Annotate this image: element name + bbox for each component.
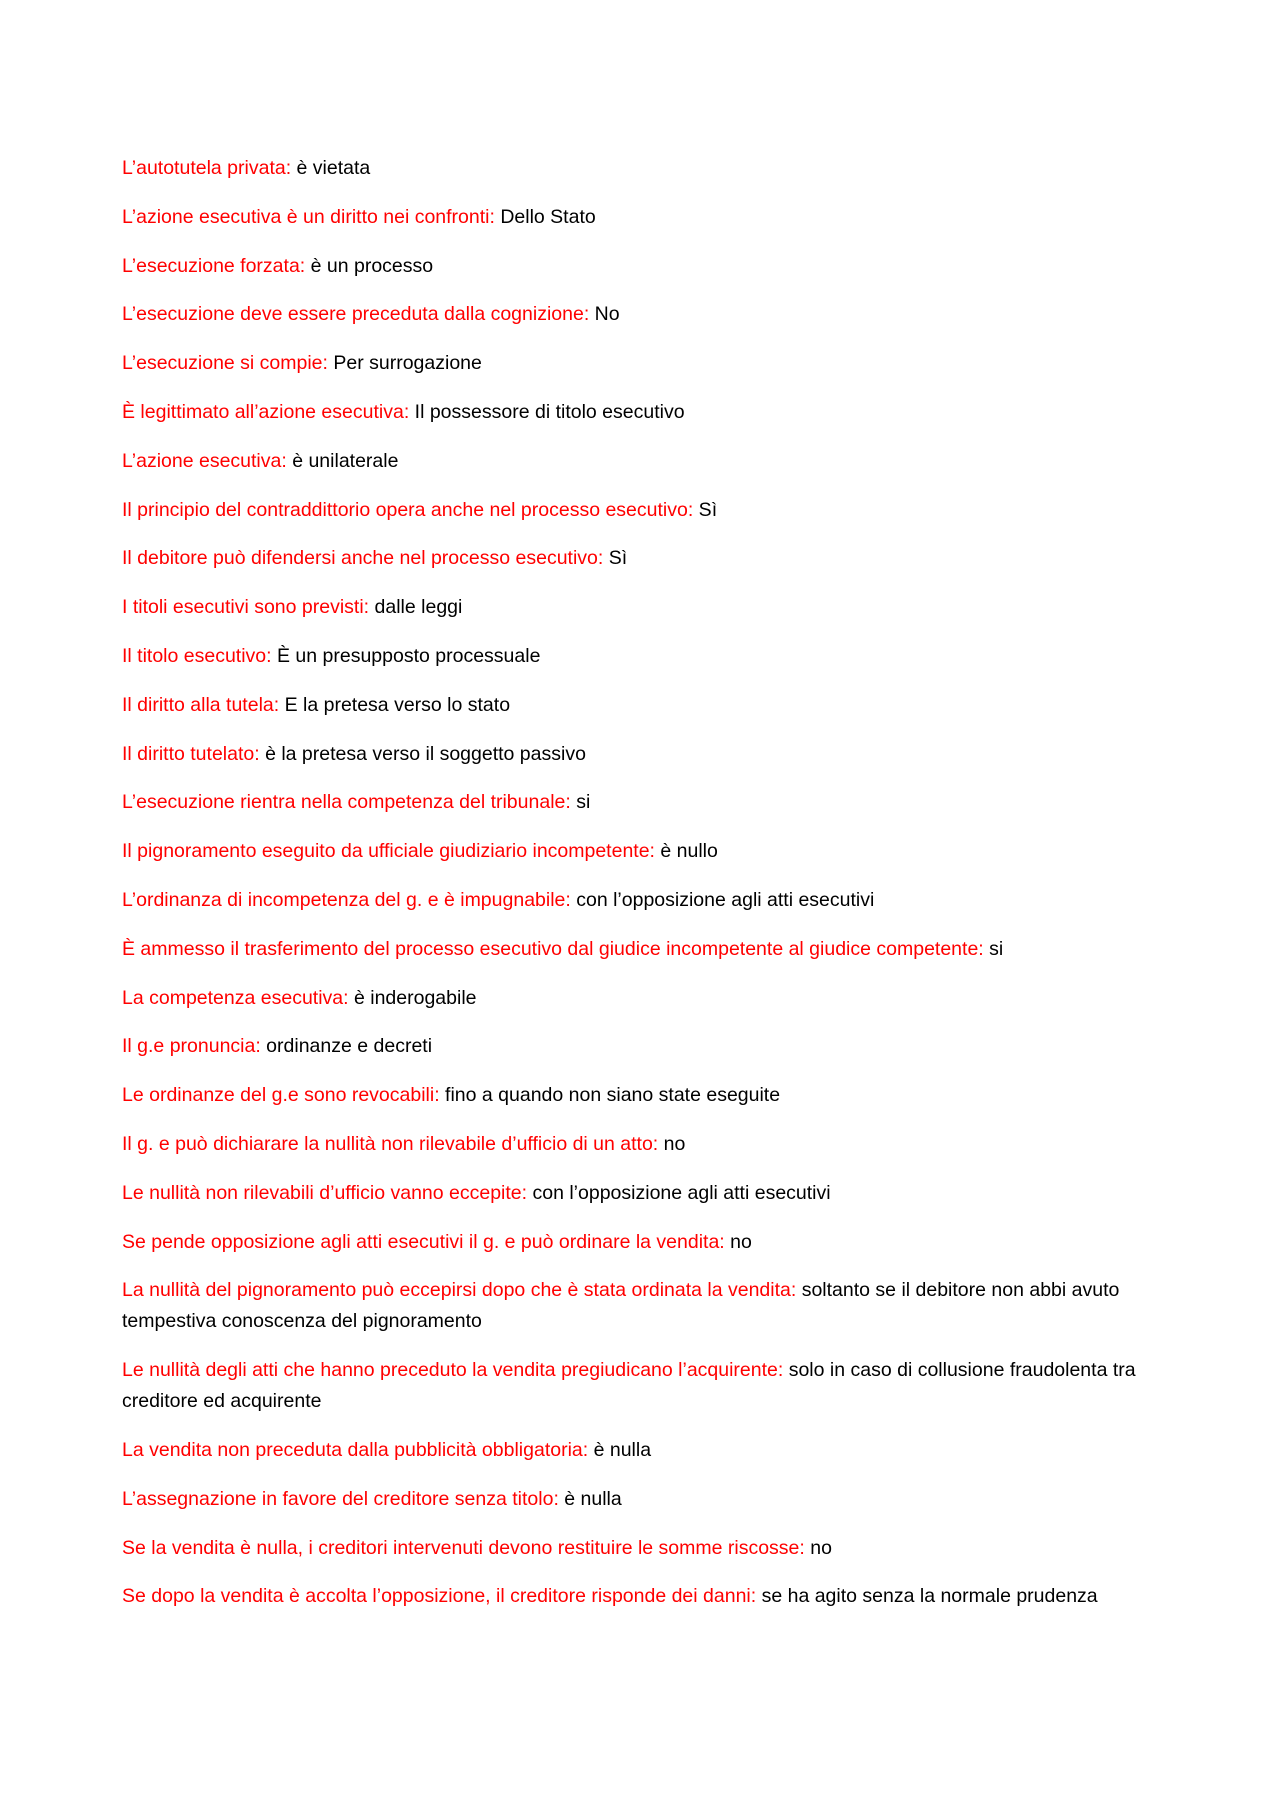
question-text: Il diritto alla tutela: <box>122 693 280 716</box>
question-text: Se dopo la vendita è accolta l’opposizione, il creditore risponde dei danni: <box>122 1585 757 1608</box>
qa-item <box>122 1355 1162 1417</box>
qa-item <box>122 1275 1162 1337</box>
question-text: Il g. e può dichiarare la nullità non rilevabile d’ufficio di un atto: <box>122 1132 659 1155</box>
answer-text: è vietata <box>291 157 371 179</box>
question-text: Il principio del contraddittorio opera anche nel processo esecutivo: <box>122 498 694 521</box>
question-text: Il pignoramento eseguito da ufficiale giudiziario incompetente: <box>122 840 655 863</box>
qa-item <box>122 592 1162 623</box>
qa-item <box>122 153 1162 184</box>
qa-item <box>122 1533 1162 1564</box>
answer-text: È un presupposto processuale <box>271 644 541 667</box>
qa-item <box>122 1484 1162 1515</box>
qa-item <box>122 787 1162 818</box>
qa-item <box>122 934 1162 965</box>
qa-item <box>122 397 1162 428</box>
answer-text: è la pretesa verso il soggetto passivo <box>259 742 586 765</box>
question-text: L’azione esecutiva è un diritto nei confronti: <box>122 205 495 228</box>
qa-item <box>122 836 1162 867</box>
question-text: L’ordinanza di incompetenza del g. e è impugnabile: <box>122 888 571 911</box>
qa-item <box>122 202 1162 233</box>
qa-item <box>122 495 1162 526</box>
qa-item <box>122 543 1162 574</box>
answer-text: No <box>589 303 620 326</box>
answer-text: Sì <box>693 498 718 521</box>
qa-item <box>122 251 1162 282</box>
question-text: Le nullità degli atti che hanno preceduto la vendita pregiudicano l’acquirente: <box>122 1359 784 1382</box>
answer-text: ordinanze e decreti <box>260 1035 433 1058</box>
answer-text: è unilaterale <box>286 449 399 472</box>
qa-item <box>122 641 1162 672</box>
question-text: La vendita non preceduta dalla pubblicità obbligatoria: <box>122 1438 589 1461</box>
question-text: Il titolo esecutivo: <box>122 644 272 667</box>
qa-item <box>122 1581 1162 1612</box>
qa-item <box>122 299 1162 330</box>
qa-item <box>122 1031 1162 1062</box>
answer-text: è nulla <box>558 1487 622 1510</box>
question-text: Il diritto tutelato: <box>122 742 260 765</box>
question-text: L’esecuzione rientra nella competenza del tribunale: <box>122 791 571 814</box>
question-text: È ammesso il trasferimento del processo esecutivo dal giudice incompetente al giudice competente: <box>122 937 984 960</box>
question-text: I titoli esecutivi sono previsti: <box>122 596 370 619</box>
answer-text: E la pretesa verso lo stato <box>279 693 511 716</box>
answer-text: no <box>804 1536 832 1559</box>
question-text: L’esecuzione forzata: <box>122 254 306 277</box>
qa-item <box>122 348 1162 379</box>
answer-text: Per surrogazione <box>327 352 482 375</box>
qa-item <box>122 446 1162 477</box>
question-text: L’autotutela privata: <box>122 157 292 179</box>
question-text: Le nullità non rilevabili d’ufficio vanno eccepite: <box>122 1181 528 1204</box>
qa-item <box>122 1129 1162 1160</box>
answer-text: fino a quando non siano state eseguite <box>439 1084 781 1107</box>
question-text: L’azione esecutiva: <box>122 449 287 472</box>
answer-text: è un processo <box>305 254 434 277</box>
question-text: Il g.e pronuncia: <box>122 1035 261 1058</box>
qa-list <box>122 153 1162 1630</box>
answer-text: solo in caso di collusione fraudolenta tra creditore ed acquirente <box>122 1359 1136 1413</box>
answer-text: soltanto se il debitore non abbi avuto tempestiva conoscenza del pignoramento <box>122 1279 1120 1333</box>
answer-text: no <box>724 1230 752 1253</box>
answer-text: è nulla <box>588 1438 652 1461</box>
question-text: Se la vendita è nulla, i creditori intervenuti devono restituire le somme riscosse: <box>122 1536 805 1559</box>
answer-text: Il possessore di titolo esecutivo <box>409 400 685 423</box>
answer-text: dalle leggi <box>369 596 463 619</box>
question-text: L’esecuzione si compie: <box>122 352 328 375</box>
question-text: L’assegnazione in favore del creditore senza titolo: <box>122 1487 559 1510</box>
answer-text: no <box>658 1132 686 1155</box>
answer-text: è inderogabile <box>348 986 477 1009</box>
question-text: Il debitore può difendersi anche nel processo esecutivo: <box>122 547 604 570</box>
qa-item <box>122 1435 1162 1466</box>
question-text: La competenza esecutiva: <box>122 986 349 1009</box>
question-text: L’esecuzione deve essere preceduta dalla cognizione: <box>122 303 590 326</box>
answer-text: Dello Stato <box>494 205 596 228</box>
answer-text: si <box>983 937 1004 960</box>
qa-item <box>122 983 1162 1014</box>
qa-item <box>122 1178 1162 1209</box>
question-text: Le ordinanze del g.e sono revocabili: <box>122 1084 440 1107</box>
answer-text: è nullo <box>654 840 718 863</box>
answer-text: con l’opposizione agli atti esecutivi <box>527 1181 831 1204</box>
answer-text: con l’opposizione agli atti esecutivi <box>570 888 875 911</box>
answer-text: se ha agito senza la normale prudenza <box>756 1585 1098 1608</box>
question-text: La nullità del pignoramento può eccepirsi dopo che è stata ordinata la vendita: <box>122 1279 797 1302</box>
question-text: È legittimato all’azione esecutiva: <box>122 400 410 423</box>
answer-text: si <box>570 791 591 814</box>
qa-item <box>122 739 1162 770</box>
qa-item <box>122 1227 1162 1258</box>
qa-item <box>122 885 1162 916</box>
answer-text: Sì <box>603 547 628 570</box>
qa-item <box>122 690 1162 721</box>
question-text: Se pende opposizione agli atti esecutivi il g. e può ordinare la vendita: <box>122 1230 725 1253</box>
qa-item <box>122 1080 1162 1111</box>
